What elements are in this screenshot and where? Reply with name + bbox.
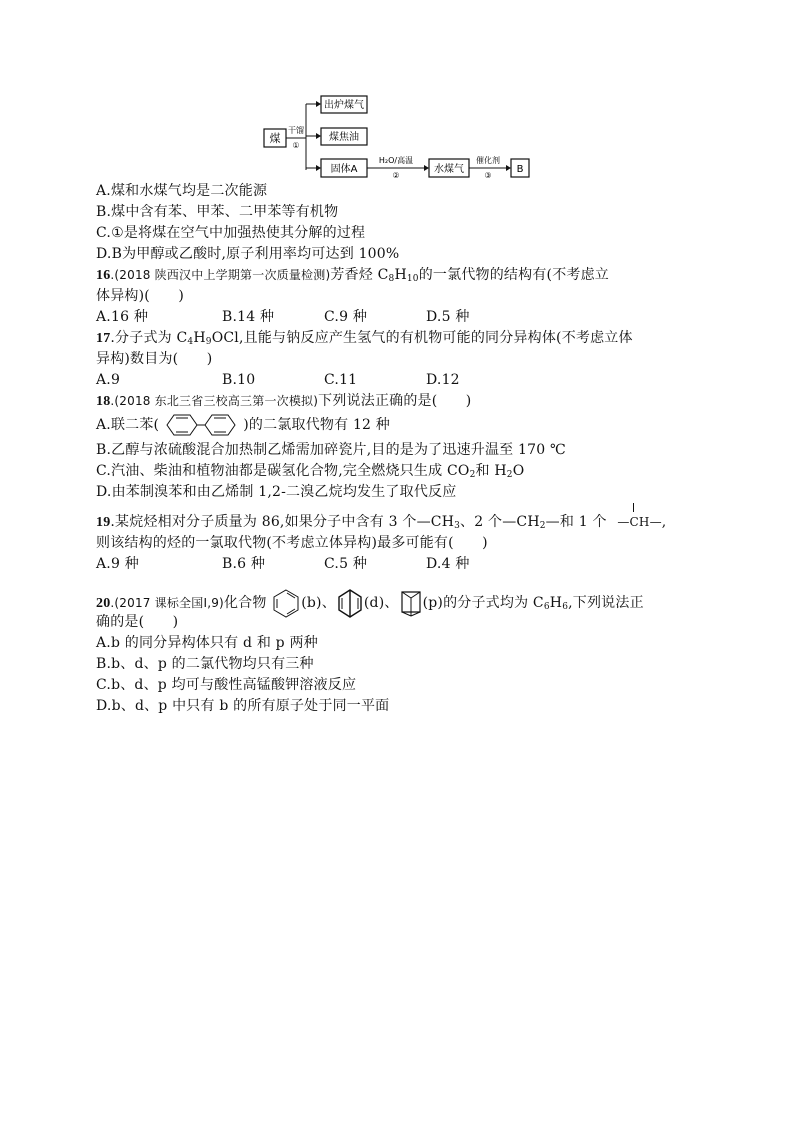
q19-subscript: 3 [454, 521, 461, 531]
q16-option-b: B.14 种 [222, 309, 275, 325]
q15-option-c: C.①是将煤在空气中加强热使其分解的过程 [96, 225, 366, 241]
q20-number: 20 [96, 596, 111, 611]
q17-option-b: B.10 [222, 372, 256, 388]
step1-number: ① [292, 141, 300, 150]
q19-option-d: D.4 种 [426, 556, 470, 572]
q20-subscript: 6 [562, 602, 569, 612]
q19-option-b: B.6 种 [222, 556, 266, 572]
q20-stem-part: ,下列说法正 [568, 595, 644, 611]
dewar-benzene-d-structure-icon [336, 588, 364, 618]
q20-stem-part: H [549, 595, 563, 611]
q19-number: 19 [96, 515, 111, 530]
q18-option-a-text: A.联二苯( [96, 417, 160, 433]
q16-source: .(2018 陕西汉中上学期第一次质量检测) [110, 268, 331, 282]
step2-label: H₂O/高温 [378, 156, 414, 165]
q20-option-b: B.b、d、p 的二氯代物均只有三种 [96, 656, 314, 672]
methine-bond-line [633, 503, 634, 512]
q18-option-a-text: )的二氯取代物有 12 种 [243, 417, 391, 433]
q19-subscript: 2 [539, 521, 546, 531]
prismane-p-structure-icon [399, 588, 423, 618]
q19-option-c: C.5 种 [324, 556, 368, 572]
q16-option-a: A.16 种 [96, 309, 149, 325]
q17-stem-part: .分子式为 C [110, 330, 188, 346]
coal-process-flowchart [258, 95, 538, 185]
q18-subscript: 2 [506, 470, 513, 480]
solid-a-box-label: 固体A [330, 164, 358, 175]
q18-option-c-text: 和 H [475, 463, 507, 479]
q18-source: .(2018 东北三省三校高三第一次模拟) [110, 394, 319, 408]
q20-option-c: C.b、d、p 均可与酸性高锰酸钾溶液反应 [96, 677, 357, 693]
q17-stem-part: OCl,且能与钠反应产生氢气的有机物可能的同分异构体(不考虑立体 [211, 330, 633, 346]
step1-label: 干馏 [288, 126, 304, 135]
q17-option-a: A.9 [96, 372, 121, 388]
q16-number: 16 [96, 268, 111, 283]
q16-subscript: 10 [406, 274, 419, 284]
flowchart-svg [258, 95, 538, 181]
biphenyl-structure-icon [159, 412, 243, 438]
q18-option-b: B.乙醇与浓硫酸混合加热制乙烯需加碎瓷片,目的是为了迅速升温至 170 ℃ [96, 442, 566, 458]
q20-label-d: (d)、 [363, 595, 399, 611]
q17-subscript: 9 [205, 337, 212, 347]
q15-option-b: B.煤中含有苯、甲苯、二甲苯等有机物 [96, 204, 339, 220]
q17-number: 17 [96, 331, 111, 346]
q18-option-d: D.由苯制溴苯和由乙烯制 1,2-二溴乙烷均发生了取代反应 [96, 484, 457, 500]
benzene-b-structure-icon [271, 588, 301, 618]
q18-stem-text: 下列说法正确的是( ) [318, 393, 472, 409]
q19-stem-part: —和 1 个 [545, 514, 607, 530]
q17-stem-line2: 异构)数目为( ) [96, 351, 213, 367]
q19-stem-part: .某烷烃相对分子质量为 86,如果分子中含有 3 个—CH [110, 514, 455, 530]
coal-gas-box-label: 出炉煤气 [324, 100, 364, 111]
q20-source: .(2017 课标全国Ⅰ,9) [110, 596, 224, 610]
q20-stem-part: 化合物 [223, 595, 267, 611]
q17-stem-part: H [193, 330, 206, 346]
q18-subscript: 2 [469, 470, 476, 480]
q16-stem-part: H [394, 267, 407, 283]
q19-stem-line2: 则该结构的烃的一氯取代物(不考虑立体异构)最多可能有( ) [96, 535, 488, 551]
q15-option-a: A.煤和水煤气均是二次能源 [96, 183, 268, 199]
q15-option-d: D.B为甲醇或乙酸时,原子利用率均可达到 100% [96, 246, 400, 262]
q20-stem-line2: 确的是( ) [96, 614, 179, 630]
q20-label-p: (p)的分子式均为 C [422, 595, 544, 611]
q18-option-c-text: O [512, 463, 525, 479]
q16-option-d: D.5 种 [426, 309, 470, 325]
q16-stem-part: 的一氯代物的结构有(不考虑立 [418, 267, 609, 283]
q18-option-a [96, 412, 390, 438]
q17-subscript: 4 [187, 337, 194, 347]
q20-label-b: (b)、 [301, 595, 336, 611]
q18-option-c-text: C.汽油、柴油和植物油都是碳氢化合物,完全燃烧只生成 CO [96, 463, 470, 479]
q18-stem [96, 391, 471, 412]
q17-option-d: D.12 [426, 372, 460, 388]
q17-option-c: C.11 [324, 372, 358, 388]
methine-group-text: —CH— [617, 515, 662, 529]
step3-label: 催化剂 [476, 156, 500, 165]
coal-tar-box-label: 煤焦油 [329, 132, 359, 143]
q19-stem-part: 、2 个—CH [460, 514, 540, 530]
q20-subscript: 6 [543, 602, 550, 612]
q16-option-c: C.9 种 [324, 309, 368, 325]
product-b-box-label: B [516, 164, 524, 175]
q16-stem-part: 芳香烃 C [330, 267, 389, 283]
methine-group [617, 512, 661, 532]
q16-subscript: 8 [388, 274, 395, 284]
water-gas-box-label: 水煤气 [434, 164, 464, 175]
q19-stem-part: , [661, 514, 667, 530]
step3-number: ③ [484, 171, 492, 180]
q19-option-a: A.9 种 [96, 556, 139, 572]
q18-number: 18 [96, 394, 111, 409]
q20-option-d: D.b、d、p 中只有 b 的所有原子处于同一平面 [96, 698, 390, 714]
q16-stem-line2: 体异构)( ) [96, 288, 184, 304]
coal-box-label: 煤 [269, 132, 281, 145]
step2-number: ② [392, 171, 400, 180]
q20-option-a: A.b 的同分异构体只有 d 和 p 两种 [96, 635, 318, 651]
